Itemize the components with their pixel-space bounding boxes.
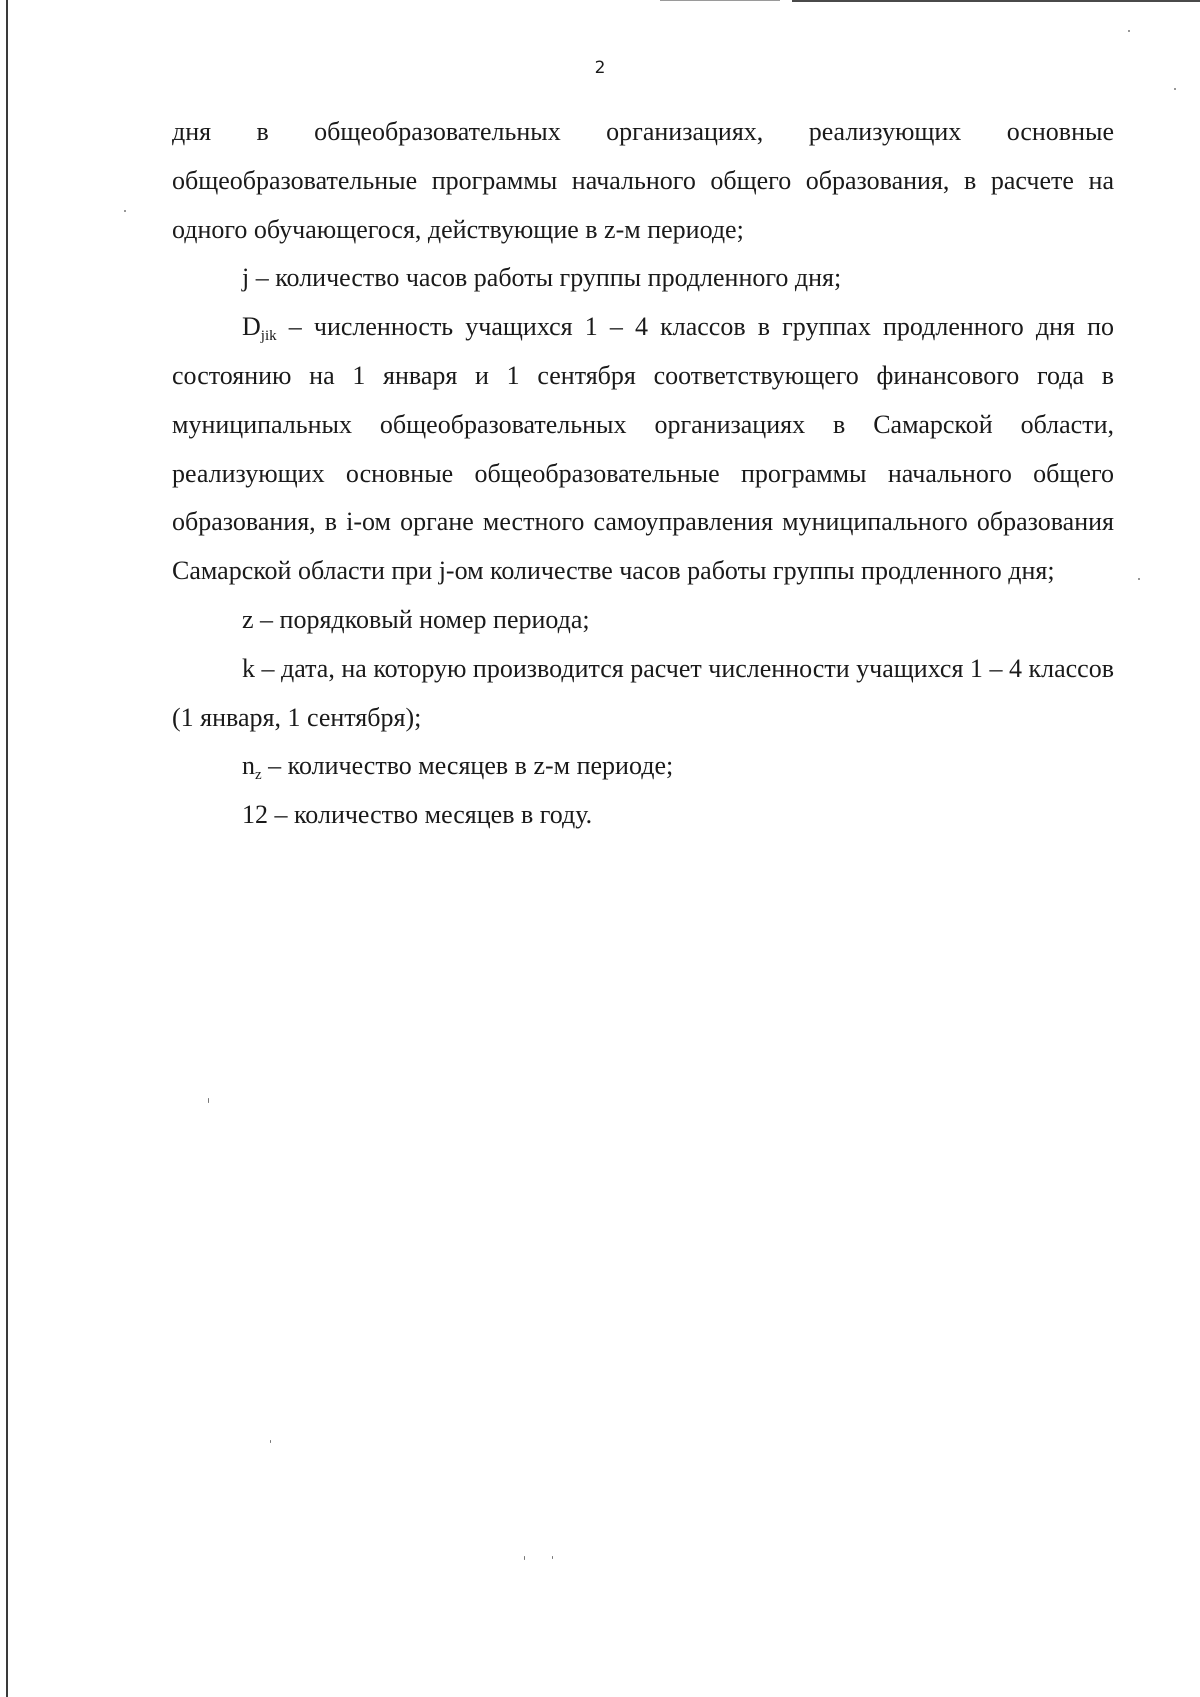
definition-nz xyxy=(172,742,1114,791)
page-number: 2 xyxy=(594,58,606,78)
scan-left-edge-line xyxy=(6,0,8,1697)
scan-speck xyxy=(270,1440,271,1443)
variable-subscript: jik xyxy=(260,328,277,345)
scan-speck xyxy=(208,1098,209,1103)
definition-z: z – порядковый номер периода; xyxy=(242,604,590,634)
scan-speck xyxy=(524,1556,525,1560)
document-body xyxy=(172,108,1114,840)
definition-j: j – количество часов работы группы продленного дня; xyxy=(242,263,842,293)
scan-speck xyxy=(1138,578,1140,580)
scan-speck xyxy=(124,210,126,212)
scan-speck xyxy=(552,1556,553,1559)
variable-symbol: D xyxy=(242,312,261,342)
variable-symbol: n xyxy=(242,751,255,781)
scan-speck xyxy=(1174,88,1176,90)
definition-text: – количество месяцев в z-м периоде; xyxy=(261,751,674,781)
scan-top-edge-line xyxy=(792,0,1200,2)
scan-speck xyxy=(1128,30,1130,32)
definition-djik xyxy=(172,303,1114,596)
variable-subscript: z xyxy=(255,767,262,784)
definition-text: – численность учащихся 1 – 4 классов в группах продленного дня по состоянию на 1 января и 1 сентября соответствующего финансового года в муниципальных общеобразовательных организациях в Самарской области, реализующих основные общеобразовательные программы начального общего образования, в i-ом органе местного самоуправления муниципального образования Самарской области при j-ом количестве часов работы группы продленного дня; xyxy=(172,312,1114,586)
scan-top-edge-line-faint xyxy=(660,0,780,1)
paragraph-continuation: дня в общеобразовательных организациях, реализующих основные общеобразовательные программы начального общего образования, в расчете на одного обучающегося, действующие в z-м периоде; xyxy=(172,117,1114,244)
definition-12: 12 – количество месяцев в году. xyxy=(242,800,593,830)
definition-k: k – дата, на которую производится расчет численности учащихся 1 – 4 классов (1 января, 1 сентября); xyxy=(172,653,1114,732)
